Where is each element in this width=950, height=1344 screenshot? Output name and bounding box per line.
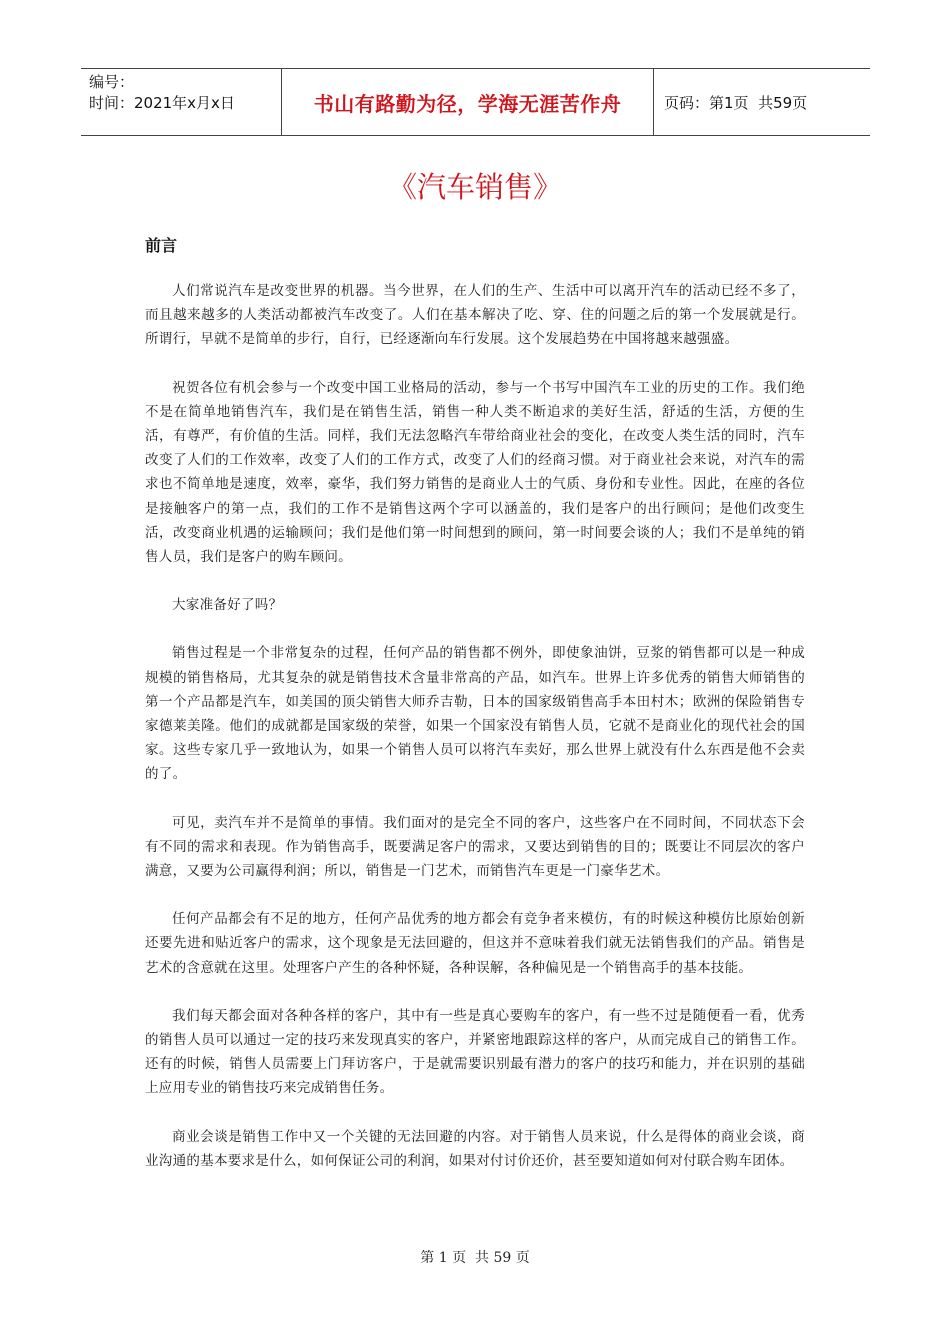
paragraph: 商业会谈是销售工作中又一个关键的无法回避的内容。对于销售人员来说，什么是得体的商业会谈，商业沟通的基本要求是什么，如何保证公司的利润，如果对付讨价还价，甚至要知道如何对付联合购车团体。 <box>145 1128 805 1169</box>
header-meta <box>81 69 281 135</box>
page-footer: 第 1 页 共 59 页 <box>420 1250 530 1266</box>
paragraph: 可见，卖汽车并不是简单的事情。我们面对的是完全不同的客户，这些客户在不同时间，不同状态下会有不同的需求和表现。作为销售高手，既要满足客户的需求，又要达到销售的目的；既要让不同层次的客户满意，又要为公司赢得利润；所以，销售是一门艺术，而销售汽车更是一门豪华艺术。 <box>145 814 805 880</box>
section-heading: 前言 <box>145 236 178 255</box>
paragraph: 祝贺各位有机会参与一个改变中国工业格局的活动，参与一个书写中国汽车工业的历史的工作。我们绝不是在简单地销售汽车，我们是在销售生活，销售一种人类不断追求的美好生活，舒适的生活，方便的生活，有尊严，有价值的生活。同样，我们无法忽略汽车带给商业社会的变化，在改变人类生活的同时，汽车改变了人们的工作效率，改变了人们的工作方式，改变了人们的经商习惯。对于商业社会来说，对汽车的需求也不简单地是速度，效率，豪华，我们努力销售的是商业人士的气质、身份和专业性。因此，在座的各位是接触客户的第一点，我们的工作不是销售这两个字可以涵盖的，我们是客户的出行顾问；是他们改变生活，改变商业机遇的运输顾问；我们是他们第一时间想到的顾问，第一时间要会谈的人；我们不是单纯的销售人员，我们是客户的购车顾问。 <box>145 379 805 566</box>
paragraph: 任何产品都会有不足的地方，任何产品优秀的地方都会有竞争者来模仿，有的时候这种模仿比原始创新还要先进和贴近客户的需求，这个现象是无法回避的，但这并不意味着我们就无法销售我们的产品。销售是艺术的含意就在这里。处理客户产生的各种怀疑，各种误解，各种偏见是一个销售高手的基本技能。 <box>145 911 805 976</box>
document-date-label: 时间：2021年x月x日 <box>89 94 235 112</box>
document-title: 《汽车销售》 <box>387 170 562 204</box>
header-page-info: 页码：第1页 共59页 <box>664 93 808 112</box>
paragraph: 大家准备好了吗？ <box>172 597 283 614</box>
paragraph: 人们常说汽车是改变世界的机器。当今世界，在人们的生产、生活中可以离开汽车的活动已经不多了，而且越来越多的人类活动都被汽车改变了。人们在基本解决了吃、穿、住的问题之后的第一个发展就是行。所谓行，早就不是简单的步行，自行，已经逐渐向车行发展。这个发展趋势在中国将越来越强盛。 <box>145 283 805 348</box>
document-number-label: 编号： <box>89 73 135 91</box>
paragraph: 我们每天都会面对各种各样的客户，其中有一些是真心要购车的客户，有一些不过是随便看一看，优秀的销售人员可以通过一定的技巧来发现真实的客户，并紧密地跟踪这样的客户，从而完成自己的销售工作。还有的时候，销售人员需要上门拜访客户，于是就需要识别最有潜力的客户的技巧和能力，并在识别的基础上应用专业的销售技巧来完成销售任务。 <box>145 1007 805 1097</box>
document-body <box>145 279 805 1197</box>
header-motto: 书山有路勤为径，学海无涯苦作舟 <box>281 69 654 135</box>
paragraph: 销售过程是一个非常复杂的过程，任何产品的销售都不例外，即使象油饼，豆浆的销售都可以是一种成规模的销售格局，尤其复杂的就是销售技术含量非常高的产品，如汽车。世界上许多优秀的销售大师销售的第一个产品都是汽车，如美国的顶尖销售大师乔吉勒，日本的国家级销售高手本田村木；欧洲的保险销售专家德莱美隆。他们的成就都是国家级的荣誉，如果一个国家没有销售人员，它就不是商业化的现代社会的国家。这些专家几乎一致地认为，如果一个销售人员可以将汽车卖好，那么世界上就没有什么东西是他不会卖的了。 <box>145 645 805 783</box>
document-header <box>81 68 870 136</box>
